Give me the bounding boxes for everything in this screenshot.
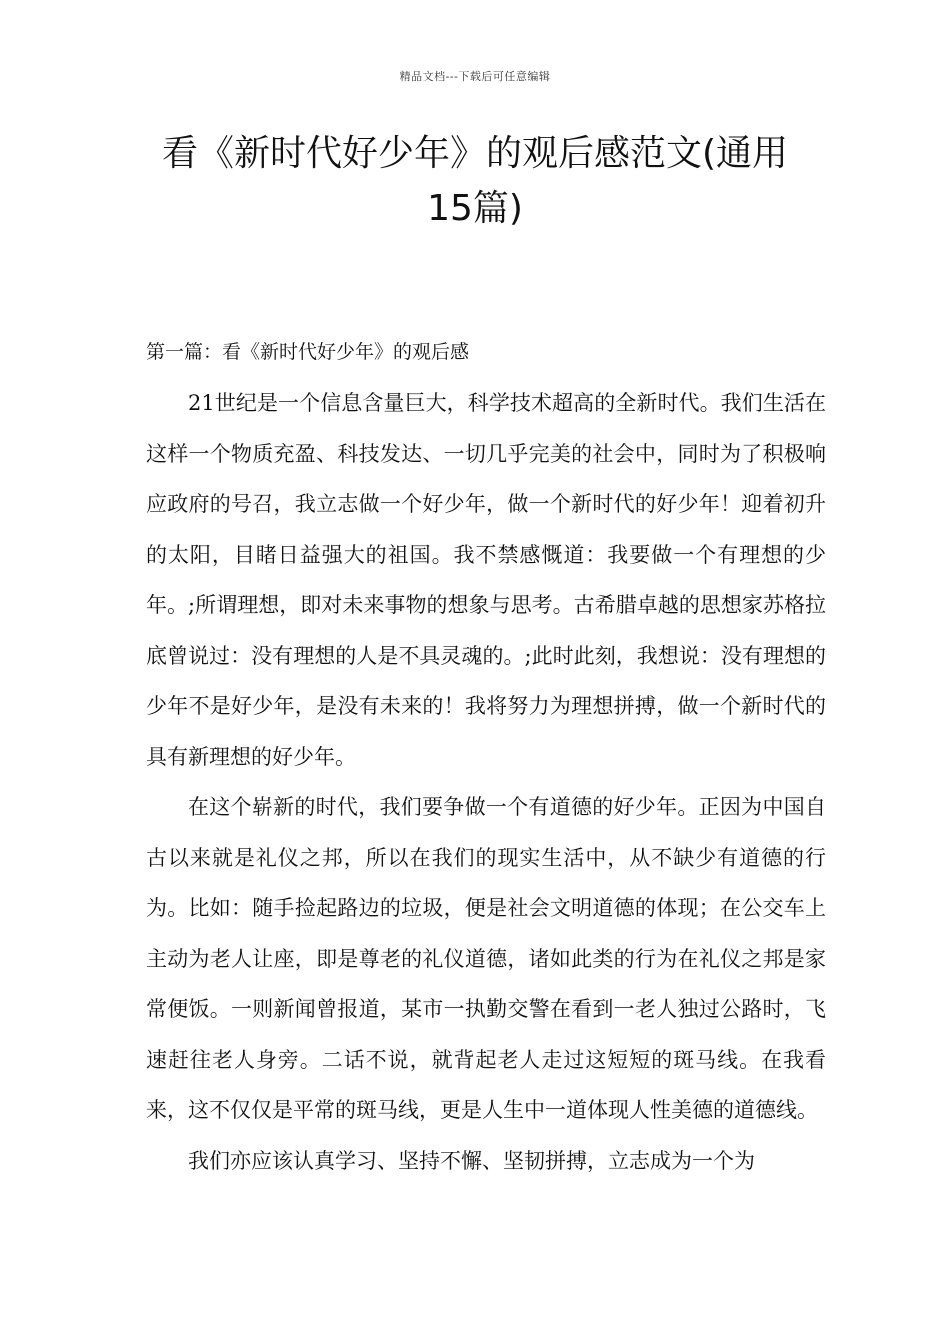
document-body [146,332,826,1186]
header-note: 精品文档---下载后可任意编辑 [399,70,551,83]
paragraph-1: 21世纪是一个信息含量巨大，科学技术超高的全新时代。我们生活在这样一个物质充盈、科技发达、一切几乎完美的社会中，同时为了积极响应政府的号召，我立志做一个好少年，做一个新时代的好少年！迎着初升的太阳，目睹日益强大的祖国。我不禁感慨道：我要做一个有理想的少年。;所谓理想，即对未来事物的想象与思考。古希腊卓越的思想家苏格拉底曾说过：没有理想的人是不具灵魂的。;此时此刻，我想说：没有理想的少年不是好少年，是没有未来的！我将努力为理想拼搏，做一个新时代的具有新理想的好少年。 [146,391,826,769]
paragraph-3: 我们亦应该认真学习、坚持不懈、坚韧拼搏，立志成为一个为 [188,1148,755,1173]
document-title: 看《新时代好少年》的观后感范文(通用15篇) [161,133,789,229]
section-heading: 第一篇：看《新时代好少年》的观后感 [146,341,470,363]
paragraph-2: 在这个崭新的时代，我们要争做一个有道德的好少年。正因为中国自古以来就是礼仪之邦，所以在我们的现实生活中，从不缺少有道德的行为。比如：随手捡起路边的垃圾，便是社会文明道德的体现；在公交车上主动为老人让座，即是尊老的礼仪道德，诸如此类的行为在礼仪之邦是家常便饭。一则新闻曾报道，某市一执勤交警在看到一老人独过公路时，飞速赶往老人身旁。二话不说，就背起老人走过这短短的斑马线。在我看来，这不仅仅是平常的斑马线，更是人生中一道体现人性美德的道德线。 [146,795,826,1122]
